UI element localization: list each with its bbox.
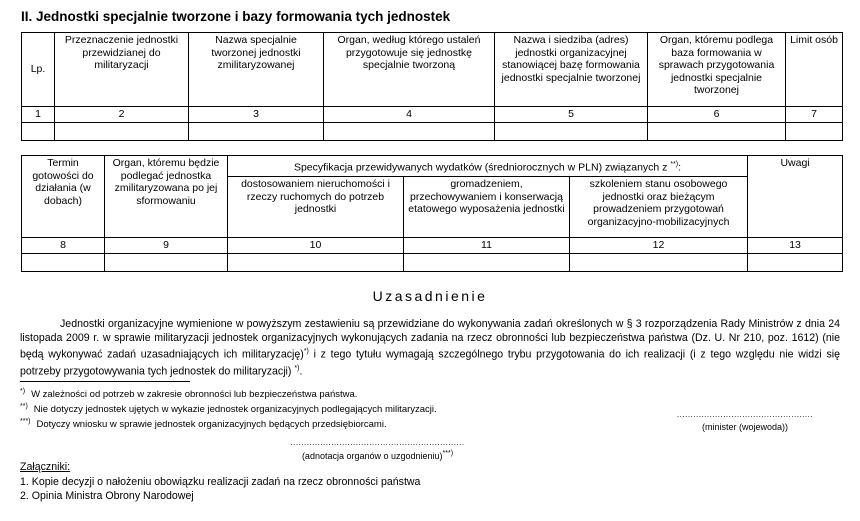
annotation-line[interactable]: ................................................................: [290, 438, 465, 447]
column-number: 1: [22, 107, 55, 123]
header-base-name-address: Nazwa i siedziba (adres) jednostki organizacyjnej stanowiącej bazę formowania jednostki specjalnie tworzonej: [495, 33, 648, 107]
units-table-header-row: [22, 33, 843, 107]
header-expense-spec: Specyfikacja przewidywanych wydatków (średniorocznych w PLN) związanych z **):: [228, 156, 748, 177]
column-number: 6: [648, 107, 786, 123]
header-limit: Limit osób: [786, 33, 843, 107]
blank-cell[interactable]: [324, 123, 495, 141]
subheader-equipment: gromadzeniem, przechowywaniem i konserwacją etatowego wyposażenia jednostki: [404, 177, 570, 238]
signature-label: (minister (wojewoda)): [701, 422, 789, 432]
header-lp: Lp.: [22, 33, 55, 107]
header-unit-name: Nazwa specjalnie tworzonej jednostki zmilitaryzowanej: [189, 33, 324, 107]
header-subordinate-organ: Organ, któremu będzie podlegać jednostka zmilitaryzowana po jej sformowaniu: [105, 156, 228, 238]
blank-cell[interactable]: [648, 123, 786, 141]
units-table-number-row: [22, 107, 843, 123]
column-number: 10: [228, 238, 404, 254]
column-number: 3: [189, 107, 324, 123]
subheader-property: dostosowaniem nieruchomości i rzeczy ruchomych do potrzeb jednostki: [228, 177, 404, 238]
header-purpose: Przeznaczenie jednostki przewidzianej do militaryzacji: [55, 33, 189, 107]
footnote-2: **) Nie dotyczy jednostek ujętych w wykazie jednostek organizacyjnych podlegających militaryzacji.: [20, 403, 437, 416]
column-number: 8: [22, 238, 105, 254]
header-organ-preparing: Organ, według którego ustaleń przygotowuje się jednostkę specjalnie tworzoną: [324, 33, 495, 107]
blank-cell[interactable]: [189, 123, 324, 141]
signature-block: [660, 410, 830, 432]
footnote-1: *) W zależności od potrzeb w zakresie obronności lub bezpieczeństwa państwa.: [20, 388, 358, 401]
footnote-3: ***) Dotyczy wniosku w sprawie jednostek organizacyjnych będących przedsiębiorcami.: [20, 418, 387, 431]
blank-cell[interactable]: [404, 254, 570, 272]
attachment-item-2: 2. Opinia Ministra Obrony Narodowej: [20, 490, 194, 502]
blank-cell[interactable]: [786, 123, 843, 141]
blank-cell[interactable]: [22, 123, 55, 141]
column-number: 7: [786, 107, 843, 123]
expenses-table-number-row: [22, 238, 843, 254]
column-number: 2: [55, 107, 189, 123]
column-number: 13: [748, 238, 843, 254]
footnote-divider: [20, 381, 190, 382]
column-number: 12: [570, 238, 748, 254]
attachments-title: Załączniki:: [20, 461, 71, 473]
header-readiness: Termin gotowości do działania (w dobach): [22, 156, 105, 238]
blank-cell[interactable]: [55, 123, 189, 141]
blank-cell[interactable]: [228, 254, 404, 272]
justification-text: Jednostki organizacyjne wymienione w powyższym zestawieniu są przewidziane do wykonywania zadań określonych w § 3 rozporządzenia Rady Ministrów z dnia 24 listopada 2009 r. w sprawie militaryzacji jednostek organizacyjnych wykonujących zadania na rzecz obronności lub bezpieczeństwa państwa (Dz. U. Nr 210, poz. 1612) (nie będą wykonywać zadań uzasadniających ich militaryzację)*) i z tego tytułu wymagają szczególnego trybu przygotowania do ich realizacji (i z tego względu nie widzi się potrzeby przygotowywania tych jednostek do militaryzacji) *).: [20, 318, 840, 378]
column-number: 11: [404, 238, 570, 254]
units-table: [21, 32, 843, 141]
blank-cell[interactable]: [495, 123, 648, 141]
header-base-organ: Organ, któremu podlega baza formowania w sprawach przygotowania jednostki specjalnie tworzonej: [648, 33, 786, 107]
blank-cell[interactable]: [105, 254, 228, 272]
header-remarks: Uwagi: [748, 156, 843, 238]
annotation-block: [290, 438, 465, 461]
expenses-table: [21, 155, 843, 272]
column-number: 4: [324, 107, 495, 123]
section-title: II. Jednostki specjalnie tworzone i bazy formowania tych jednostek: [21, 9, 451, 24]
column-number: 9: [105, 238, 228, 254]
subheader-training: szkoleniem stanu osobowego jednostki oraz bieżącym prowadzeniem przygotowań organizacyjno-mobilizacyjnych: [570, 177, 748, 238]
column-number: 5: [495, 107, 648, 123]
units-table-blank-row: [22, 123, 843, 141]
expenses-table-blank-row: [22, 254, 843, 272]
blank-cell[interactable]: [570, 254, 748, 272]
expenses-table-header-row: [22, 156, 843, 177]
justification-heading: Uzasadnienie: [372, 288, 488, 304]
blank-cell[interactable]: [22, 254, 105, 272]
blank-cell[interactable]: [748, 254, 843, 272]
attachment-item-1: 1. Kopie decyzji o nałożeniu obowiązku realizacji zadań na rzecz obronności państwa: [20, 476, 421, 488]
signature-line[interactable]: ..................................................: [676, 410, 814, 419]
annotation-label: (adnotacja organów o uzgodnieniu)***): [301, 450, 454, 461]
